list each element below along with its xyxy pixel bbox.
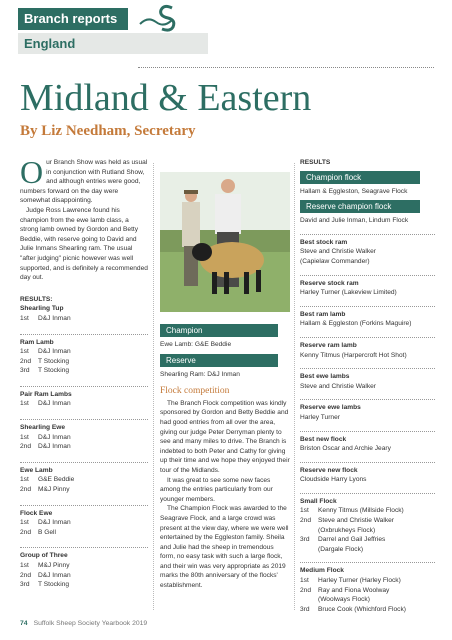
reserve-label: Reserve xyxy=(160,354,278,367)
award-title: Best stock ram xyxy=(300,238,348,246)
result-name: D&J Inman xyxy=(38,400,71,408)
byline: By Liz Needham, Secretary xyxy=(20,123,196,139)
result-name: Kenny Titmus (Millside Flock) xyxy=(318,507,404,515)
reserve-text: Shearling Ram: D&J Inman xyxy=(160,370,240,378)
result-position: 1st xyxy=(20,519,29,527)
result-row xyxy=(300,586,435,596)
result-position: 2nd xyxy=(20,357,32,365)
award-value: Kenny Titmus (Harpercroft Hot Shot) xyxy=(300,351,407,359)
award-value: (Capielaw Commander) xyxy=(300,257,370,265)
award-value: Steve and Christie Walker xyxy=(300,248,376,256)
result-position: 1st xyxy=(20,562,29,569)
result-row xyxy=(300,506,435,516)
results-heading: RESULTS: xyxy=(20,295,53,303)
result-class-title: Shearling Ewe xyxy=(20,424,66,432)
result-row xyxy=(20,485,148,495)
page-number: 74 xyxy=(20,620,28,627)
flock-class-title: Medium Flock xyxy=(300,567,344,575)
award-section xyxy=(300,337,435,360)
result-row xyxy=(300,576,435,586)
result-name: M&J Pinny xyxy=(38,486,70,494)
award-title: Reserve new flock xyxy=(300,466,358,474)
award-section xyxy=(300,368,435,391)
award-section xyxy=(300,431,435,454)
result-row xyxy=(20,518,148,528)
result-flock-name: (Woolways Flock) xyxy=(318,596,370,604)
result-name: Darrel and Gail Jeffries xyxy=(318,536,386,544)
award-title: Best ewe lambs xyxy=(300,373,350,381)
result-section xyxy=(20,334,148,376)
results-list xyxy=(20,304,148,589)
result-position: 1st xyxy=(20,348,29,356)
award-title: Reserve ewe lambs xyxy=(300,404,361,412)
drop-cap: O xyxy=(20,154,44,190)
award-value: Steve and Christie Walker xyxy=(300,382,376,390)
result-position: 3rd xyxy=(300,536,310,544)
results-heading: RESULTS xyxy=(300,159,331,166)
result-position: 2nd xyxy=(20,571,32,579)
award-title: Best new flock xyxy=(300,435,347,443)
body-paragraph: The Branch Flock competition was kindly sponsored by Gordon and Betty Beddie and had good entries from all over the area, giving our judge Peter Derryman plenty to see and many miles to drive. The Branch is indebted to both Peter and Cathy for giving up their time and we hope they enjoyed their tour of the Midlands. xyxy=(160,399,290,474)
result-position: 2nd xyxy=(20,528,32,536)
result-name: G&E Beddie xyxy=(38,476,75,484)
result-section xyxy=(20,419,148,452)
result-position: 2nd xyxy=(20,486,32,494)
small-flock-section xyxy=(300,493,435,555)
page-title: Midland & Eastern xyxy=(20,77,312,119)
result-class-title: Shearling Tup xyxy=(20,305,64,313)
result-row xyxy=(20,475,148,485)
intro-paragraph: Judge Ross Lawrence found his champion from the ewe lamb class, a strong lamb owned by Gordon and Betty Beddie, with reserve going to David and Julie Inmans Shearling ram. The usual "after judging" picnic however was well supported, and is definitely a recommended day out. xyxy=(20,206,148,282)
result-position: 2nd xyxy=(300,517,312,525)
award-value: Briston Oscar and Archie Jeary xyxy=(300,445,391,453)
result-name: T Stocking xyxy=(38,357,70,365)
result-row xyxy=(300,535,435,545)
result-flock-name: (Oxbrukheys Flock) xyxy=(318,526,376,534)
result-position: 1st xyxy=(20,433,29,441)
award-section xyxy=(300,275,435,298)
champion-flock-value: Hallam & Eggleston, Seagrave Flock xyxy=(300,187,408,195)
champion-text: Ewe Lamb: G&E Beddie xyxy=(160,341,232,348)
intro-column xyxy=(20,154,148,590)
result-position: 2nd xyxy=(300,586,312,594)
result-name: D&J Inman xyxy=(38,314,71,322)
awards-list xyxy=(300,234,435,485)
result-flock-name: (Dargale Flock) xyxy=(318,545,364,553)
result-row xyxy=(300,516,435,526)
result-class-title: Pair Ram Lambs xyxy=(20,390,72,398)
award-section xyxy=(300,399,435,422)
award-value: Cloudside Harry Lyons xyxy=(300,476,367,484)
body-paragraph: It was great to see some new faces among the entries particularly from our younger members. xyxy=(160,476,273,503)
champion-flock-label: Champion flock xyxy=(300,171,420,184)
footer xyxy=(20,620,147,627)
flock-class-title: Small Flock xyxy=(300,497,337,505)
result-position: 1st xyxy=(300,577,309,585)
body-paragraph: The Champion Flock was awarded to the Seagrave Flock, and a large crowd was present at the view day, where we were well entertained by the Eggleston family. Sheila and Julie had the sheep in tremendous form, no easy task with such a large flock, and their win was very appropriate as 2019 marks the 80th anniversary of the flocks' establishment. xyxy=(160,505,289,590)
result-name: B Gell xyxy=(38,528,56,536)
result-name: M&J Pinny xyxy=(38,562,70,569)
result-row xyxy=(20,433,148,443)
award-section xyxy=(300,234,435,267)
reserve-champion-value: David and Julie Inman, Lindum Flock xyxy=(300,217,409,225)
result-name: Bruce Cook (Whichford Flock) xyxy=(318,605,406,613)
result-name: D&J Inman xyxy=(38,571,71,579)
result-class-title: Ram Lamb xyxy=(20,338,54,346)
result-name: D&J Inman xyxy=(38,443,71,451)
column-divider xyxy=(153,163,154,610)
result-position: 1st xyxy=(300,507,309,515)
result-position: 3rd xyxy=(20,367,30,375)
award-value: Hallam & Eggleston (Forkins Maguire) xyxy=(300,320,412,328)
divider xyxy=(138,67,434,68)
result-row xyxy=(20,528,148,538)
result-row xyxy=(20,399,148,409)
section-label: Branch reports xyxy=(18,8,128,30)
result-section xyxy=(20,304,148,323)
result-row xyxy=(20,571,148,581)
result-name: Steve and Christie Walker xyxy=(318,517,394,525)
result-section xyxy=(20,462,148,495)
result-row xyxy=(20,442,148,452)
award-section xyxy=(300,462,435,485)
result-row xyxy=(20,314,148,324)
result-row xyxy=(20,347,148,357)
result-class-title: Flock Ewe xyxy=(20,509,53,517)
award-value: Harley Turner (Lakeview Limited) xyxy=(300,289,397,297)
result-row xyxy=(20,366,148,376)
result-name: D&J Inman xyxy=(38,433,71,441)
result-name: D&J Inman xyxy=(38,519,71,527)
flock-results-column xyxy=(300,158,435,614)
intro-paragraph: ur Branch Show was held as usual in conjunction with Rutland Show, and although entries were good, numbers forward on the day were somewhat disappointing. xyxy=(20,159,148,205)
award-title: Reserve stock ram xyxy=(300,279,359,287)
result-name: Ray and Fiona Woolway xyxy=(318,586,390,594)
result-name: D&J Inman xyxy=(38,348,71,356)
result-name: Harley Turner (Harley Flock) xyxy=(318,577,401,585)
society-logo-icon xyxy=(138,2,180,32)
flock-column xyxy=(160,324,290,591)
result-position: 3rd xyxy=(20,581,30,589)
result-section xyxy=(20,386,148,409)
medium-flock-section xyxy=(300,562,435,614)
result-section xyxy=(20,505,148,538)
award-value: Harley Turner xyxy=(300,413,340,421)
result-position: 1st xyxy=(20,314,29,322)
result-name: T Stocking xyxy=(38,581,70,589)
award-title: Best ram lamb xyxy=(300,310,346,318)
award-title: Reserve ram lamb xyxy=(300,341,357,349)
result-row xyxy=(20,580,148,590)
award-section xyxy=(300,306,435,329)
result-position: 3rd xyxy=(300,605,310,613)
result-position: 1st xyxy=(20,476,29,484)
photo-judge-with-champion-ewe xyxy=(160,172,290,312)
result-row xyxy=(20,357,148,367)
reserve-champion-label: Reserve champion flock xyxy=(300,200,420,213)
result-name: T Stocking xyxy=(38,367,70,375)
result-row xyxy=(300,605,435,615)
result-class-title: Group of Three xyxy=(20,552,68,560)
champion-label: Champion xyxy=(160,324,278,337)
publication-name: Suffolk Sheep Society Yearbook 2019 xyxy=(33,620,148,627)
result-row xyxy=(20,561,148,571)
flock-competition-heading: Flock competition xyxy=(160,386,230,397)
column-divider xyxy=(294,163,295,610)
result-position: 2nd xyxy=(20,443,32,451)
region-label: England xyxy=(18,33,208,54)
result-section xyxy=(20,547,148,589)
result-class-title: Ewe Lamb xyxy=(20,466,53,474)
result-position: 1st xyxy=(20,400,29,408)
